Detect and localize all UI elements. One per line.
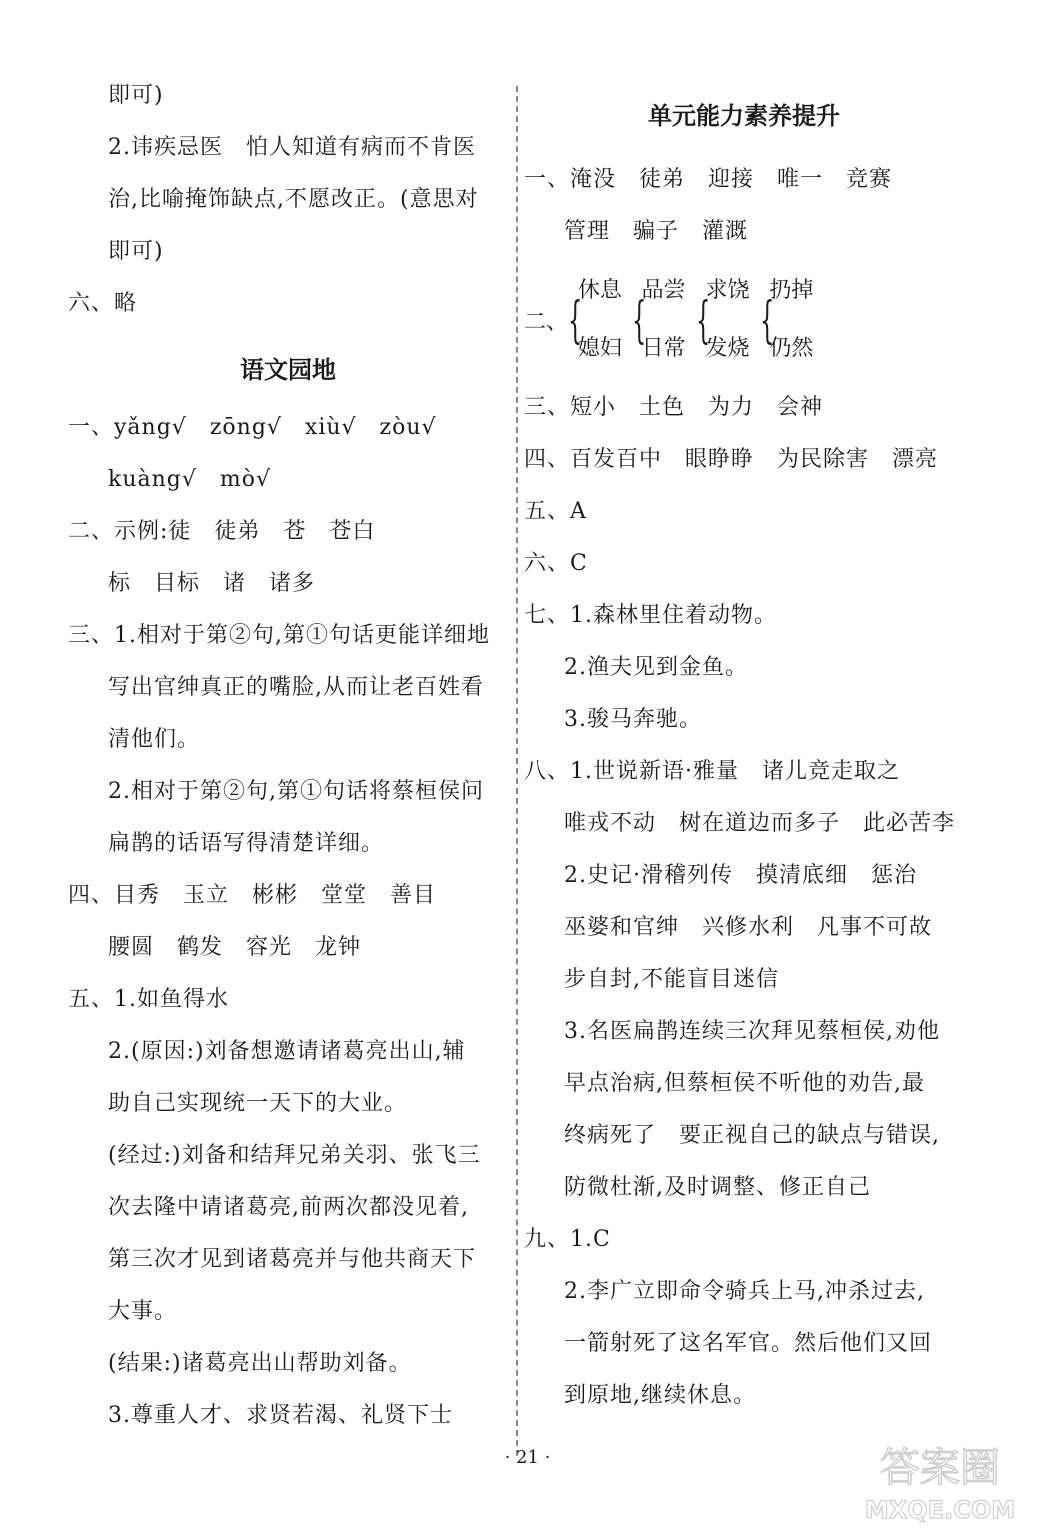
text-line: 步自封,不能盲目迷信 [564, 967, 779, 992]
text-line: 四、百发百中 眼睁睁 为民除害 漂亮 [524, 447, 939, 472]
text-line: 五、1.如鱼得水 [68, 987, 229, 1012]
word-group [632, 262, 686, 378]
text-line: 七、1.森林里住着动物。 [524, 603, 777, 628]
text-line: 五、A [524, 499, 587, 524]
group-word: 仍然 [769, 336, 814, 361]
text-line: 2.(原因:)刘备想邀请诸葛亮出山,辅 [108, 1039, 466, 1064]
left-column [68, 70, 508, 1442]
text-line: 治,比喻掩饰缺点,不愿改正。(意思对 [108, 187, 479, 212]
text-line: 3.尊重人才、求贤若渴、礼贤下士 [108, 1403, 453, 1428]
text-line: 八、1.世说新语·雅量 诸儿竞走取之 [524, 759, 900, 784]
text-line: 到原地,继续休息。 [564, 1383, 756, 1408]
question-number: 二、 [524, 309, 569, 335]
brace-icon: { [695, 291, 710, 349]
column-divider [516, 86, 518, 1456]
section-heading: 单元能力素养提升 [648, 102, 840, 130]
group-word: 媳妇 [577, 336, 622, 361]
text-line: 次去隆中请诸葛亮,前两次都没见着, [108, 1195, 469, 1220]
text-line: 一、yǎng√ zōng√ xiù√ zòu√ [68, 415, 437, 440]
section-heading: 语文园地 [240, 356, 336, 384]
text-line: 3.名医扁鹊连续三次拜见蔡桓侯,劝他 [564, 1019, 940, 1044]
text-line: 三、1.相对于第②句,第①句话更能详细地 [68, 623, 490, 648]
text-line: 2.渔夫见到金鱼。 [564, 655, 748, 680]
page-number: · 21 · [504, 1447, 551, 1468]
text-line: 二、示例:徒 徒弟 苍 苍白 [68, 519, 376, 544]
group-word: 休息 [577, 278, 622, 303]
text-line: 四、目秀 玉立 彬彬 堂堂 善目 [68, 883, 437, 908]
word-groups [524, 258, 964, 382]
text-line: 2.讳疾忌医 怕人知道有病而不肯医 [108, 135, 476, 160]
text-line: 防微杜渐,及时调整、修正自己 [564, 1175, 871, 1200]
text-line: 清他们。 [108, 727, 201, 752]
text-line: 三、短小 土色 为力 会神 [524, 395, 824, 420]
text-line: 腰圆 鹤发 容光 龙钟 [108, 935, 362, 960]
right-column [524, 70, 964, 1422]
watermark-top-text: 答案圈 [880, 1445, 1000, 1491]
text-line: 六、略 [68, 291, 138, 316]
text-line: 标 目标 诸 诸多 [108, 571, 316, 596]
text-line: 2.相对于第②句,第①句话将蔡桓侯问 [108, 779, 484, 804]
brace-icon: { [568, 291, 583, 349]
text-line: (结果:)诸葛亮出山帮助刘备。 [108, 1351, 412, 1376]
text-line: 即可) [108, 239, 164, 264]
text-line: 助自己实现统一天下的大业。 [108, 1091, 408, 1116]
text-line: 写出官绅真正的嘴脸,从而让老百姓看 [108, 675, 484, 700]
group-word: 日常 [641, 336, 686, 361]
text-line: 管理 骗子 灌溉 [564, 219, 749, 244]
group-word: 求饶 [705, 278, 750, 303]
group-word: 品尝 [641, 278, 686, 303]
text-line: 一箭射死了这名军官。然后他们又回 [564, 1331, 933, 1356]
group-word: 扔掉 [769, 278, 814, 303]
group-word: 发烧 [705, 336, 750, 361]
text-line: 2.李广立即命令骑兵上马,冲杀过去, [564, 1279, 925, 1304]
watermark-logo [845, 1436, 1035, 1526]
text-line: (经过:)刘备和结拜兄弟关羽、张飞三 [108, 1143, 481, 1168]
brace-icon: { [631, 291, 647, 349]
text-line: 唯戎不动 树在道边而多子 此必苦李 [564, 811, 956, 836]
watermark-bottom-text: MXQE.COM [864, 1496, 1016, 1524]
word-group [696, 262, 750, 378]
brace-icon: { [759, 291, 774, 349]
text-line: 终病死了 要正视自己的缺点与错误, [564, 1123, 940, 1148]
text-line: 早点治病,但蔡桓侯不听他的劝告,最 [564, 1071, 925, 1096]
text-line: 大事。 [108, 1299, 178, 1324]
text-line: 扁鹊的话语写得清楚详细。 [108, 831, 385, 856]
text-line: 巫婆和官绅 兴修水利 凡事不可故 [564, 915, 933, 940]
text-line: kuàng√ mò√ [108, 467, 272, 492]
word-group [760, 262, 814, 378]
text-line: 六、C [524, 551, 588, 576]
word-group [568, 262, 622, 378]
text-line: 3.骏马奔驰。 [564, 707, 702, 732]
text-line: 第三次才见到诸葛亮并与他共商天下 [108, 1247, 477, 1272]
text-line: 即可) [108, 83, 164, 108]
text-line: 九、1.C [524, 1227, 611, 1252]
text-line: 一、淹没 徒弟 迎接 唯一 竞赛 [524, 167, 893, 192]
text-line: 2.史记·滑稽列传 摸清底细 惩治 [564, 863, 917, 888]
